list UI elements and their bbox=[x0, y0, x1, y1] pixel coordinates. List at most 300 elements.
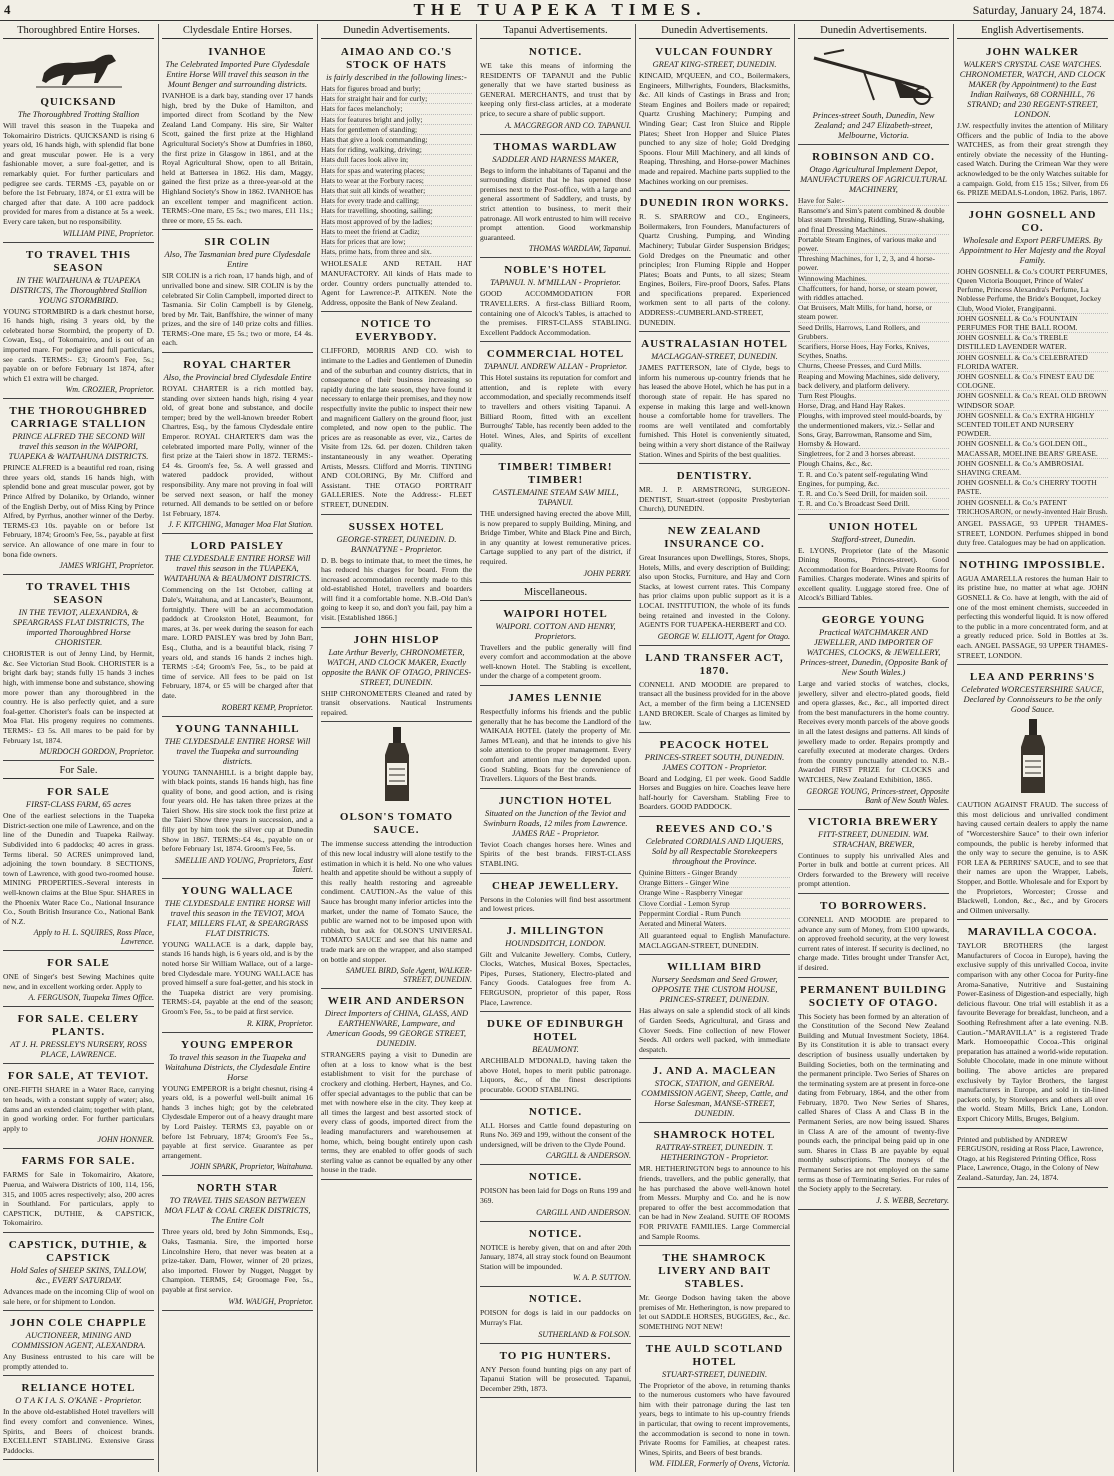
ad-body: WHOLESALE AND RETAIL HAT MANUFACTORY. All kinds of Hats made to order. Country orders punctually attended to. Agent for Lawrence:-P. AITKEN. Note the Address, opposite the Bank of New Zealand. bbox=[321, 259, 472, 307]
advertisement bbox=[3, 1314, 154, 1376]
advertisement bbox=[3, 1236, 154, 1311]
list-item: JOHN GOSNELL & Co.'s GOLDEN OIL, MACASSAR, MOELINE BEARS' GREASE. bbox=[957, 439, 1108, 458]
ad-title: FOR SALE bbox=[47, 957, 110, 970]
ad-subtitle: IN THE TEVIOT, ALEXANDRA, & SPEARGRASS FLAT DISTRICTS, The imported Thoroughbred Horse CHORISTER. bbox=[12, 607, 145, 648]
advertisement bbox=[321, 315, 472, 514]
ad-title: NOTICE. bbox=[528, 1293, 583, 1306]
ad-signature: Wm. CROZIER, Proprietor. bbox=[65, 385, 154, 395]
section-heading: Thoroughbred Entire Horses. bbox=[3, 24, 154, 39]
ad-subtitle: HOUNDSDITCH, LONDON. bbox=[505, 937, 606, 948]
ad-subtitle: FIRST-CLASS FARM, 65 acres bbox=[25, 799, 132, 810]
ad-signature: SMELLIE AND YOUNG, Proprietors, East Taieri. bbox=[174, 855, 313, 874]
ad-list bbox=[639, 868, 790, 929]
list-item: Scarifiers, Horse Hoes, Hay Forks, Knives, Scythes, Snaths. bbox=[798, 342, 949, 361]
ad-title: GEORGE YOUNG bbox=[821, 614, 926, 627]
ad-body: Continues to supply his unrivalled Ales and Porter in bulk and bottle at current prices. All Orders forwarded to the Brewery will receive prompt attention. bbox=[798, 850, 949, 889]
ad-signature: J. S. WEBB, Secretary. bbox=[876, 1195, 949, 1205]
ad-signature: WM. FIDLER, Formerly of Ovens, Victoria. bbox=[649, 1459, 790, 1469]
ad-title: J. MILLINGTON bbox=[506, 924, 605, 937]
ad-title: LAND TRANSFER ACT, 1870. bbox=[645, 651, 784, 677]
advertisement bbox=[162, 537, 313, 716]
ad-title: FOR SALE, AT TEVIOT. bbox=[7, 1070, 150, 1083]
ad-body: TAYLOR BROTHERS (the largest Manufacturers of Cocoa in Europe), having the exclusive supply of this unrivalled Cocoa, invite comparison with any other Cocoa for Purity-fine Aroma-Sanative, Nutritive and Sustaining Power-Easiness of Digestion-and especially, high delicious flavour. One trial will establish it as a favourite Beverage for breakfast, luncheon, and a Soothing Refreshment after a late evening. N.B. Caution.-"MARAVILLA" is a registered Trade Mark. Homoeopathic Cocoa.-This original preparation has attained a world-wide reputation. Soluble Chocolate, made in one minute without boiling. The above articles are prepared exclusively by Taylor Brothers, the largest manufacturers in Europe, and sold in tin-lined packets only, by Storekeepers and others all over the world. Steam Mills, Brick Lane, London. Export Chicory Mills, Bruges, Belgium. bbox=[957, 941, 1108, 1123]
ad-title: SIR COLIN bbox=[204, 236, 271, 249]
advertisement bbox=[480, 458, 631, 583]
ad-body: YOUNG WALLACE is a dark, dapple bay, stands 16 hands high, is 6 years old, and is by the noted horse Sir William Wallace, out of a large-bred Clydesdale mare. YOUNG WALLACE has proved himself a sure foal-getter, and his stock in the Tuapeka district are very promising. TERMS:-£4, payable at the end of the season; Groom's Fee, 5s., to be paid at first service. bbox=[162, 939, 313, 1016]
ad-signature: R. KIRK, Proprietor. bbox=[246, 1018, 313, 1028]
advertisement bbox=[639, 1249, 790, 1336]
advertisement bbox=[480, 1015, 631, 1099]
ad-body: MR. J. P. ARMSTRONG, SURGEON-DENTIST, Stuart-street (opposite Presbyterian Church), DUNEDIN. bbox=[639, 485, 790, 514]
ad-signature: GEORGE YOUNG, Princes-street, Opposite Bank of New South Wales. bbox=[806, 786, 949, 805]
ad-body: CLIFFORD, MORRIS AND CO. wish to intimate to the Ladies and Gentlemen of Dunedin and of the suburban and country districts, that in consequence of their business increasing so rapidly during the late season, they have found it necessary to enlarge their premises, and they now respectfully invite the public to inspect their new and magnificent Gallery on the ground floor, just completed, and now open to the public. The prices are as reasonable as ever, viz., Cartes de Visite from 12s. 6d. per dozen. Children taken instantaneously in any weather. Operating Artists, Messrs. Clifford and Morris. TINTING AND COLORING, By Mr. Clifford and Assistant. THE OTAGO PORTRAIT GALLERIES. Note the Address:- FLEET STREET, DUNEDIN. bbox=[321, 346, 472, 509]
list-item: T. R. and Co.'s Broadcast Seed Drill. bbox=[798, 499, 949, 509]
list-item: Hats for riding, walking, driving; bbox=[321, 145, 472, 155]
ad-title: QUICKSAND bbox=[40, 96, 117, 108]
list-item: JOHN GOSNELL & Co.'s CHERRY TOOTH PASTE. bbox=[957, 478, 1108, 497]
ad-subtitle: MACLAGGAN-STREET, DUNEDIN. bbox=[651, 351, 778, 362]
advertisement bbox=[639, 1126, 790, 1246]
advertisement bbox=[480, 1347, 631, 1399]
ad-body: Advances made on the incoming Clip of wool on sale here, or for shipment to London. bbox=[3, 1287, 154, 1306]
ad-signature: A. FERGUSON, Tuapeka Times Office. bbox=[28, 993, 154, 1003]
ad-body: STRANGERS paying a visit to Dunedin are often at a loss to know what is the best establishment to visit for the purchase of crockery and clothing. Herbert, Haynes, and Co. offer special advantages to the public that can be met with nowhere else in the city. They keep at all times the largest and best assorted stock of every class of goods, imported direct from the leading manufacturers and warehousemen at home, which, being bought entirely upon cash terms, they are enabled to offer goods of such sterling value as cannot be equalled by any other house in the trade. bbox=[321, 1050, 472, 1175]
list-item: Portable Steam Engines, of various make and power. bbox=[798, 235, 949, 254]
ad-body: ONE-FIFTH SHARE in a Water Race, carrying ten heads, with a constant supply of water; also, dams and an extended claim; together with plant, in good working order. For further particulars apply to bbox=[3, 1085, 154, 1133]
section-heading: Dunedin Advertisements. bbox=[321, 24, 472, 39]
advertisement bbox=[639, 335, 790, 464]
list-item: Reaping and Mowing Machines, side delivery, back delivery, and platform delivery. bbox=[798, 372, 949, 391]
advertisement bbox=[639, 1062, 790, 1123]
ad-subtitle: Celebrated CORDIALS AND LIQUERS, Sold by all Respectable Storekeepers throughout the Province. bbox=[645, 836, 784, 867]
advertisement bbox=[639, 43, 790, 191]
ad-title: NOTICE. bbox=[528, 46, 583, 58]
ad-title: CHEAP JEWELLERY. bbox=[491, 879, 620, 892]
list-item: JOHN GOSNELL & Co.'s PATENT TRICHOSARON, or newly-invented Hair Brush. bbox=[957, 497, 1108, 516]
newspaper-title: THE TUAPEKA TIMES. bbox=[413, 0, 707, 19]
ad-subtitle: FITT-STREET, DUNEDIN. WM. STRACHAN, BREWER, bbox=[818, 828, 929, 849]
ad-subtitle: Wholesale and Export PERFUMERS. By Appointment to Her Majesty and the Royal Family. bbox=[959, 234, 1106, 265]
ad-signature: JOHN SPARK, Proprietor, Waitahuna. bbox=[190, 1162, 313, 1172]
list-item: Hats for gentlemen of standing; bbox=[321, 125, 472, 135]
ad-title: NOTICE. bbox=[528, 1171, 583, 1184]
ad-subtitle: TAPANUI. N. M'MILLAN - Proprietor. bbox=[490, 277, 621, 288]
advertisement bbox=[480, 689, 631, 789]
advertisement bbox=[3, 1379, 154, 1460]
list-item: JOHN GOSNELL & Co.'s EXTRA HIGHLY SCENTED TOILET AND NURSERY POWDER. bbox=[957, 411, 1108, 440]
column-6 bbox=[798, 24, 949, 1472]
ad-title: SUSSEX HOTEL bbox=[348, 520, 445, 533]
list-item: Chaffcutters, for hand, horse, or steam power, with riddles attached. bbox=[798, 284, 949, 303]
ad-list bbox=[321, 84, 472, 257]
trotting-horse-icon bbox=[34, 43, 124, 91]
column-rule bbox=[317, 24, 318, 1472]
ad-title: FARMS FOR SALE. bbox=[21, 1155, 136, 1168]
ad-subtitle: Hold Sales of SHEEP SKINS, TALLOW, &c., EVERY SATURDAY. bbox=[10, 1265, 147, 1285]
list-item: Aerated and Mineral Waters. bbox=[639, 919, 790, 929]
list-item: Ransome's and Sim's patent combined & double blast steam Threshing, Riddling, Straw-shaking, and final Dressing Machines. bbox=[798, 206, 949, 235]
advertisement bbox=[162, 882, 313, 1033]
list-item: Have for Sale:- bbox=[798, 196, 949, 206]
ad-signature: WILLIAM PINE, Proprietor. bbox=[62, 228, 154, 238]
ad-signature: THOMAS WARDLAW, Tapanui. bbox=[528, 244, 631, 254]
ad-body: IVANHOE is a dark bay, standing over 17 hands high, bred by the Duke of Hamilton, and imported direct from Scotland by the New Zealand Land Company. His sire, Sir Walter Scott, gained the first prize at the Highland Agricultural Society's Show at Dumfries in 1860, the first prize in Glasgow in 1861, and at the Royal Agricultural Show, open to all Britain, held at Battersea in 1862. His dam, Maggy, gained the first prize as a three-year-old at the Highland Society's Show in 1862. IVANHOE has an excellent temper and magnificent action. TERMS:-One mare, £5 5s.; two mares, £11 11s.; three or more, £5 5s. each. bbox=[162, 91, 313, 225]
list-item: Hats, prime hats, from three and six. bbox=[321, 247, 472, 257]
column-1 bbox=[3, 24, 154, 1472]
ad-signature: J. F. KITCHING, Manager Moa Flat Station. bbox=[168, 520, 313, 530]
ad-body: Persons in the Colonies will find best assortment and lowest prices. bbox=[480, 894, 631, 914]
ad-body: ANGEL PASSAGE, 93 UPPER THAMES-STREET, LONDON. Perfumes shipped in bond duty free. Catalogues may be had on application. bbox=[957, 519, 1108, 548]
list-item: Turn Rest Ploughs. bbox=[798, 391, 949, 401]
ad-title: THE SHAMROCK LIVERY AND BAIT STABLES. bbox=[658, 1252, 771, 1291]
ad-title: UNION HOTEL bbox=[828, 520, 919, 533]
ad-body: JAMES PATTERSON, late of Clyde, begs to inform his numerous up-country friends that he has leased the above Hotel, which he has put in a thorough state of repair. He has spared no expense in making this large and well-known house a comfortable home for travellers. The rooms are well ventilated and comfortably furnished. This Hotel is conveniently situated, being within a very short distance of the Railway Station. Wines and Spirits of the best qualities. bbox=[639, 363, 790, 459]
ad-body: POISON for dogs is laid in our paddocks on Murray's Flat. bbox=[480, 1308, 631, 1327]
ad-title: WEIR AND ANDERSON bbox=[327, 995, 466, 1008]
ad-title: TO PIG HUNTERS. bbox=[499, 1349, 612, 1362]
ad-title: DENTISTRY. bbox=[676, 470, 753, 483]
advertisement bbox=[957, 668, 1108, 920]
section-heading: Dunedin Advertisements. bbox=[798, 24, 949, 39]
ad-body: Will travel this season in the Tuapeka and Tokomairiro Districts. QUICKSAND is rising 6 years old, 16 hands high, with splendid flat bone and great muscular power. He is a very fashionable mover, a sure foal-getter, and is remarkably quiet. For further particulars and pedigree see cards. TERMS -£3, payable on or before the 1st February, 1874, or £1 extra will be charged after that date. A 100 acre paddock provided for mares from a distance at 5s a week. Every care taken, but no responsibility. bbox=[3, 121, 154, 226]
advertisement bbox=[480, 345, 631, 455]
advertisement bbox=[162, 720, 313, 879]
advertisement bbox=[3, 246, 154, 400]
section-heading: Tapanui Advertisements. bbox=[480, 24, 631, 39]
advertisement bbox=[957, 923, 1108, 1128]
list-item: JOHN GOSNELL & Co.'s FINEST EAU DE COLOGNE. bbox=[957, 372, 1108, 391]
ad-body: YOUNG TANNAHILL is a bright dapple bay, with black points, stands 16 hands high, has fine quality of bone, and good action, and is rising four years old. He has taken three prizes at the Taieri Show. His sire stock took the first prize at the Taieri Show three years in succession, and a filly got by him took the silver cup at Dunedin Show in 1867. TERMS:-£4 4s., payable on or before February 1st, 1874. Groom's Fee, 5s. bbox=[162, 767, 313, 854]
ad-subtitle: THE CLYDESDALE ENTIRE HORSE Will travel this season in the TEVIOT, MOA FLAT, MILLERS FLAT, & SPEARGRASS FLAT DISTRICTS. bbox=[164, 897, 311, 938]
list-item: Hats for faces melancholy; bbox=[321, 104, 472, 114]
ad-body: The immense success attending the introduction of this new local industry will alone testify to the estimation in which it is held. No one who values health and appetite should be without a supply of this really health restoring and agreeable condiment. CAUTION.-As the value of this Sauce has brought many inferior articles into the market, under the name of Tomato Sauce, the public are warned not to be imposed upon with rubbish, but ask for OLSON'S UNIVERSAL TOMATO SAUCE and see that his name and trade mark are on the wrapper, and also stamped on bottle and stopper. bbox=[321, 839, 472, 964]
ad-subtitle: Celebrated WORCESTERSHIRE SAUCE, Declared by Connoisseurs to be the only Good Sauce. bbox=[961, 684, 1104, 715]
list-item: Horse, Drag, and Hand Hay Rakes. bbox=[798, 401, 949, 411]
list-item: Hats for every trade and calling; bbox=[321, 196, 472, 206]
list-item: JOHN GOSNELL & Co.'s TREBLE DISTILLED LAVENDER WATER. bbox=[957, 333, 1108, 352]
advertisement bbox=[798, 148, 949, 515]
advertisement bbox=[321, 518, 472, 628]
ad-title: YOUNG EMPEROR bbox=[181, 1038, 294, 1051]
ad-subtitle: SADDLER AND HARNESS MAKER, bbox=[492, 153, 619, 164]
ad-title: DUKE OF EDINBURGH HOTEL bbox=[487, 1018, 624, 1044]
list-item: JOHN GOSNELL & Co.'s AMBROSIAL SHAVING CREAM. bbox=[957, 459, 1108, 478]
ad-title: VULCAN FOUNDRY bbox=[655, 46, 774, 58]
ad-title: FOR SALE. CELERY PLANTS. bbox=[17, 1013, 140, 1039]
ad-signature: Apply to H. L. SQUIRES, Ross Place, Lawrence. bbox=[33, 928, 154, 947]
list-item: Orange Bitters - Ginger Wine bbox=[639, 878, 790, 888]
ad-title: DUNEDIN IRON WORKS. bbox=[639, 197, 790, 210]
ad-body: One of the earliest selections in the Tuapeka District-section one mile of Lawrence, and on the line of the Dunedin and Tuapeka Railway. Subdivided into 6 paddocks; 40 acres in grass. Terms liberal. 50 ACRES unimproved land, adjoining the town boundary. 8 SECTIONS, town of Lawrence, with good two-roomed house. MINING PROPERTIES.-Several interests in well-known claims at the Blue Spur. SHARES in the Phoenix Water Race Co., National Insurance Co., South British Insurance Co., National Bank of N.Z. bbox=[3, 811, 154, 926]
column-rule bbox=[635, 24, 636, 1472]
ad-body: YOUNG EMPEROR is a bright chesnut, rising 4 years old, is a powerful well-built animal 16 hands 3 inches high; got by the celebrated Clydesdale Emperor out of a heavy draught mare by Lord Paisley. TERMS £3, payable on or before 1st February, 1874; Groom's Fee 5s., payable at first service. Guarantee as per arrangement. bbox=[162, 1083, 313, 1160]
ad-title: ROBINSON AND CO. bbox=[812, 151, 935, 163]
list-item: Orange Wine - Raspberry Vinegar bbox=[639, 888, 790, 898]
advertisement bbox=[798, 813, 949, 894]
ad-title: PERMANENT BUILDING SOCIETY OF OTAGO. bbox=[799, 983, 948, 1009]
column-4 bbox=[480, 24, 631, 1472]
ad-body: CONNELL AND MOODIE are prepared to advance any sum of Money, from £100 upwards, on approved freehold security, at the very lowest current rates of interest. If security is declined, no charge made. Titles brought under Transfer Act, if desired. bbox=[798, 914, 949, 972]
list-item: Peppermint Cordial - Rum Punch bbox=[639, 909, 790, 919]
ad-signature: W. A. P. SUTTON. bbox=[572, 1273, 631, 1283]
ad-title: REEVES AND CO.'S bbox=[655, 823, 774, 836]
ad-title: LORD PAISLEY bbox=[190, 540, 285, 553]
ad-body: Gilt and Vulcanite Jewellery. Combs, Cutlery, Clocks, Watches, Musical Boxes, Spectacles, Pipes, Purses, Stationery, Electro-plated and Fancy Goods. Catalogues free from A. FERGUSON, proprietor of this paper, Ross Place, Lawrence. bbox=[480, 949, 631, 1007]
section-heading: Clydesdale Entire Horses. bbox=[162, 24, 313, 39]
ad-subtitle: PRINCE ALFRED THE SECOND Will travel this season in the WAIPORI, TUAPEKA & WAITAHUNA DISTRICTS. bbox=[8, 431, 149, 462]
ad-title: JUNCTION HOTEL bbox=[498, 794, 613, 807]
ad-title: AUSTRALASIAN HOTEL bbox=[641, 338, 788, 351]
ad-title: LEA AND PERRINS'S bbox=[969, 671, 1096, 684]
advertisement bbox=[480, 43, 631, 135]
ad-title: YOUNG TANNAHILL bbox=[175, 722, 300, 735]
ad-body: AGUA AMARELLA restores the human Hair to its pristine hue, no matter at what age. JOHN GOSNELL & Co. have at length, with the aid of one of the most eminent chemists, succeeded in perfecting this wonderful liquid. It is now offered to the public in a more concentrated form, and at a greatly reduced price. Sold in Bottles at 3s. each. ANGEL PASSAGE, 93 UPPER THAMES-STREET, LONDON. bbox=[957, 573, 1108, 660]
ad-title: WAIPORI HOTEL bbox=[503, 607, 608, 620]
ad-title: NOTICE. bbox=[528, 1227, 583, 1240]
advertisement bbox=[957, 556, 1108, 665]
ad-title: IVANHOE bbox=[208, 46, 267, 58]
advertisement bbox=[321, 43, 472, 312]
ad-body: Mr. George Dodson having taken the above premises of Mr. Hetherington, is now prepared to let out SADDLE HORSES, BUGGIES, &c., &c. SOMETHING NOT NEW! bbox=[639, 1293, 790, 1331]
ad-signature: JOHN HONNER. bbox=[97, 1135, 154, 1145]
ad-subtitle: Direct Importers of CHINA, GLASS, AND EARTHENWARE, Lampware, and American Goods, 99 GEORGE STREET, DUNEDIN. bbox=[324, 1008, 469, 1049]
ad-signature: JAMES WRIGHT, Proprietor. bbox=[59, 561, 154, 571]
ad-title: NOBLE'S HOTEL bbox=[504, 264, 607, 277]
advertisement bbox=[3, 93, 154, 243]
ad-title: YOUNG WALLACE bbox=[181, 884, 294, 897]
ad-subtitle: Late Arthur Beverly, CHRONOMETER, WATCH, AND CLOCK MAKER, Exactly opposite the BANK OF OTAGO, PRINCES-STREET, DUNEDIN. bbox=[321, 646, 472, 687]
advertisement bbox=[639, 958, 790, 1059]
tomato-sauce-bottle-icon bbox=[377, 725, 417, 805]
section-heading: English Advertisements. bbox=[957, 24, 1108, 39]
ad-subtitle: The Celebrated Imported Pure Clydesdale Entire Horse Will travel this season in the Mount Benger and surrounding districts. bbox=[165, 59, 310, 89]
advertisement bbox=[162, 1179, 313, 1310]
list-item: Hats for travelling, shooting, sailing; bbox=[321, 206, 472, 216]
ad-subtitle: TO TRAVEL THIS SEASON BETWEEN MOA FLAT & COAL CREEK DISTRICTS, The Entire Colt bbox=[164, 1195, 311, 1226]
ad-body: CONNELL AND MOODIE are prepared to transact all the business provided for in the above Act, a member of the firm being a LICENSED LAND BROKER. Scale of Charges as limited by law. bbox=[639, 679, 790, 728]
ad-signature: MURDOCH GORDON, Proprietor. bbox=[39, 747, 154, 757]
list-item: JOHN GOSNELL & Co.'s REAL OLD BROWN WINDSOR SOAP. bbox=[957, 391, 1107, 410]
plough-icon bbox=[804, 48, 944, 108]
ad-subtitle: WALKER'S CRYSTAL CASE WATCHES. CHRONOMETER, WATCH, AND CLOCK MAKER (by Appointment) to the East Indian Railways, 68 CORNHILL, 76 STRAND; and 230 REGENT-STREET, LONDON. bbox=[959, 59, 1106, 119]
ad-subtitle: The Thoroughbred Trotting Stallion bbox=[17, 109, 140, 119]
ad-body: ROYAL CHARTER is a rich mottled bay, standing over sixteen hands high, rising 4 year old, of great bone and substance, and docile temper; bred by the well-known breeder Robert Chartres, Esq., by the famous Clydesdale entire Emperor. ROYAL CHARTER'S dam was the celebrated imported mare Polly, winner of the first prize at the Taieri show in 1872. TERMS:-£4 4s. Groom's fee, 5s. A well grassed and watered paddock provided, without responsibility. Any mare not proving in foal will be served next season, or half the money returned. All demands to be settled on or before 1st February, 1874. bbox=[162, 384, 313, 518]
column-rule bbox=[158, 24, 159, 1472]
ad-signature: A. MACGREGOR AND CO. TAPANUI. bbox=[505, 120, 631, 130]
advertisement bbox=[3, 783, 154, 951]
ad-subtitle: IN THE WAITAHUNA & TUAPEKA DISTRICTS, The Thoroughbred Stallion YOUNG STORMBIRD. bbox=[10, 274, 147, 305]
advertisement bbox=[162, 356, 313, 534]
advertisement bbox=[639, 736, 790, 817]
advertisement bbox=[321, 808, 472, 989]
ad-body: E. LYONS, Proprietor (late of the Masonic Dining Rooms, Princes-street). Good Accommodation for Boarders. Private Rooms for Families. Charges moderate. Wines and spirits of excellent quality. Luggage stored free. One of Alcock's Billiard Tables. bbox=[798, 545, 949, 603]
list-item: Clove Cordial - Lemon Syrup bbox=[639, 899, 790, 909]
ad-subtitle: Also, The Tasmanian bred pure Clydesdale Entire bbox=[164, 249, 311, 270]
ad-body: Three years old, bred by John Simmonds, Esq., Oaks, Tasmania. Sire, the imported horse Lincolnshire Hero, that never was beaten at a prize-taker. Dam, Flower, winner of 20 prizes, also imported. Flower by Nugget, Nugget by Champion. TERMS, £4; Groomage Fee, 5s., payable at first service. bbox=[162, 1227, 313, 1294]
ad-body: Has always on sale a splendid stock of all kinds of Garden Seeds, Agricultural, and Grass and Clover Seeds. Fine collection of new Flower Seeds. All orders well packed, with immediate despatch. bbox=[639, 1006, 790, 1054]
ad-title: J. AND A. MACLEAN bbox=[652, 1065, 777, 1078]
ad-subtitle: Situated on the Junction of the Teviot and Swinburn Roads, 12 miles from Lawrence. JAMES RAE - Proprietor. bbox=[483, 807, 628, 838]
ad-title: JAMES LENNIE bbox=[508, 691, 603, 704]
list-item: JOHN GOSNELL & Co.'s COURT PERFUMES, Queen Victoria Bouquet, Prince of Wales' Perfume, Princess Alexandra's Perfume, La Noblesse Perfume, the Bride's Bouquet, Jockey Club, Wood Violet, Frangipanni. bbox=[957, 266, 1108, 313]
ad-subtitle: THE CLYDESDALE ENTIRE HORSE Will travel the Tuapeka and surrounding districts. bbox=[164, 735, 311, 766]
ad-signature: ROBERT KEMP, Proprietor. bbox=[221, 702, 313, 712]
ad-body: Commencing on the 1st October, calling at Dale's, Waitahuna, and at Lancaster's, Beaumont, fortnightly. There will be an accommodation paddock at Crookston Hotel, Beaumont, for mares, at 3s. per week during the season for each mare. LORD PAISLEY was bred by John Barr, Esq., Clutha, and is a beautiful black, rising 7 years old, and stands 16 hands 2 inches high. TERMS :-£4; Groom's Fee, 5s., to be paid at time of service. All fees to be paid on 1st February, 1874, or £5 will be charged after that date. bbox=[162, 585, 313, 700]
list-item: Threshing Machines, for 1, 2, 3, and 4 horse-power. bbox=[798, 254, 949, 273]
list-item: Hats that give a look commanding; bbox=[321, 135, 472, 145]
list-item: Seed Drills, Harrows, Land Rollers, and Grubbers. bbox=[798, 323, 949, 342]
list-item: Hats most approved of by the ladies; bbox=[321, 217, 472, 227]
ad-body: YOUNG STORMBIRD is a dark chestnut horse, 16 hands high, rising 3 years old, by the celebrated horse Stormbird, the property of D. Cowan, Esq., of Tokomairiro, and is out of an imported mare. For pedigree and full particulars, see cards. TERMS:- £3; Groom's Fee, 5s.; payable on or before February 1st 1874, after which £1 extra will be charged. bbox=[3, 306, 154, 383]
ad-subtitle: O T A K I A. S. O'KANE - Proprietor. bbox=[15, 1395, 142, 1406]
ad-body: ANY Person found hunting pigs on any part of Tapanui Station will be prosecuted. Tapanui, December 29th, 1873. bbox=[480, 1364, 631, 1393]
list-item: JOHN GOSNELL & Co.'s FOUNTAIN PERFUMES FOR THE BALL ROOM. bbox=[957, 314, 1108, 333]
ad-subtitle: Nursery Seedsman and Seed Grower, OPPOSITE THE CUSTOM HOUSE, PRINCES-STREET, DUNEDIN. bbox=[651, 974, 778, 1005]
ad-body: GOOD ACCOMMODATION FOR TRAVELLERS. A first-class Billiard Room, containing one of Alcock's Tables, is attached to the premises. FIRST-CLASS STABLING. Excellent Paddock Accommodation. bbox=[480, 289, 631, 337]
advertisement bbox=[639, 467, 790, 519]
advertisement bbox=[480, 138, 631, 259]
ad-title: OLSON'S TOMATO SAUCE. bbox=[339, 811, 454, 837]
list-item: Hats for straight hair and for curly; bbox=[321, 94, 472, 104]
advertisement bbox=[3, 1010, 154, 1064]
ad-title: ROYAL CHARTER bbox=[183, 359, 292, 372]
masthead bbox=[0, 0, 1114, 21]
ad-body: ALL Horses and Cattle found depasturing on Runs No. 369 and 199, without the consent of the undersigned, will be driven to the Clyde Pound. bbox=[480, 1120, 631, 1149]
issue-date: Saturday, January 24, 1874. bbox=[972, 3, 1106, 17]
ad-subtitle: PRINCES-STREET SOUTH, DUNEDIN. JAMES COTTON - Proprietor. bbox=[644, 751, 785, 772]
advertisement bbox=[162, 43, 313, 230]
list-item: Hats that suit all kinds of weather; bbox=[321, 186, 472, 196]
ad-subtitle: STUART-STREET, DUNEDIN. bbox=[661, 1368, 768, 1379]
advertisement bbox=[480, 1168, 631, 1221]
advertisement bbox=[480, 1103, 631, 1166]
list-item: Plough Chains, &c., &c. bbox=[798, 459, 949, 469]
ad-title: JOHN COLE CHAPPLE bbox=[10, 1317, 147, 1330]
advertisement bbox=[639, 820, 790, 955]
ad-body: Large and varied stocks of watches, clocks, jewellery, silver and electro-plated goods, field and opera glasses, &c., &c., all imported direct from the best manufacturers in the home country. Receives every month parcels of the above goods in all the latest designs and patterns. All kinds of jewellery made to order. Repairs promptly and carefully executed at moderate charges. Orders from the country punctually attended to. N.B.-Awarded FIRST PRIZE for CLOCKS and WATCHES, New Zealand Exhibition, 1865. bbox=[798, 679, 949, 784]
ad-subtitle: STOCK, STATION, and GENERAL COMMISSION AGENT, Sheep, Cattle, and Horse Salesman, MANSE-STREET, DUNEDIN. bbox=[641, 1078, 788, 1119]
ad-subtitle: AUCTIONEER, MINING AND COMMISSION AGENT, ALEXANDRA. bbox=[11, 1330, 146, 1351]
column-7 bbox=[957, 24, 1108, 1472]
ad-subtitle: THE CLYDESDALE ENTIRE HORSE Will travel this season in the TUAPEKA, WAITAHUNA & BEAUMONT DISTRICTS. bbox=[163, 553, 312, 584]
ad-title: THOMAS WARDLAW bbox=[493, 140, 618, 153]
ad-body: Great Insurances upon Dwellings, Stores, Shops, Hotels, Mills, and every description of Building; also upon Stocks, Furniture, and Hay and Corn Stacks, at lowest current rates. This Company has prior claims upon public support as it is a LOCAL INSTITUTION, the whole of its funds being retained and invested in the Colony. AGENTS FOR TUAPEKA-HERBERT and CO. bbox=[639, 552, 790, 630]
ad-body: PRINCE ALFRED is a beautiful red roan, rising three years old, stands 16 hands high, with splendid bone and great muscular power, got by Prince Alfred by Dolaniko, by Orlando, winner of the English Derby, out of Miss King by Prince Alfred, by Pyrrhus, another winner of the Derby. TERMS-£3 10s. payable on or before 1st February, 1874; Groom's Fee, 5s., payable at first service. An allowance of one mare in four to bona fide owners. bbox=[3, 463, 154, 559]
list-item: Singletrees, for 2 and 3 horses abreast. bbox=[798, 449, 949, 459]
ad-title: THE AULD SCOTLAND HOTEL bbox=[645, 1342, 784, 1368]
ad-subtitle: Princes-street South, Dunedin, New Zealand; and 247 Elizabeth-street, Melbourne, Victoria. bbox=[812, 110, 935, 140]
list-item: Hats for figures broad and burly; bbox=[321, 84, 472, 94]
column-2 bbox=[162, 24, 313, 1472]
list-item: T. R. and Co.'s Seed Drill, for maiden soil. bbox=[798, 489, 949, 499]
ad-title: JOHN GOSNELL AND CO. bbox=[968, 208, 1097, 234]
advertisement bbox=[480, 792, 631, 874]
ad-subtitle: Stafford-street, Dunedin. bbox=[831, 533, 916, 544]
ad-body: Travellers and the public generally will find every comfort and accommodation at the above well-known Hotel. The Stabling is excellent, under the charge of a competent groom. bbox=[480, 642, 631, 681]
section-heading: For Sale. bbox=[3, 764, 154, 779]
list-item: Hats to meet the friend at Cadiz; bbox=[321, 227, 472, 237]
ad-title: CAPSTICK, DUTHIE, & CAPSTICK bbox=[8, 1239, 149, 1264]
list-item: Oat Bruisers, Malt Mills, for hand, horse, or steam power. bbox=[798, 303, 949, 322]
ad-subtitle: is fairly described in the following lines:- bbox=[326, 72, 467, 82]
ad-title: NEW ZEALAND INSURANCE CO. bbox=[664, 524, 765, 550]
advertisement bbox=[480, 922, 631, 1013]
ad-title: VICTORIA BREWERY bbox=[808, 815, 939, 828]
advertisement bbox=[798, 897, 949, 978]
ad-title: TO BORROWERS. bbox=[820, 899, 927, 912]
ad-body: SIR COLIN is a rich roan, 17 hands high, and of unrivalled bone and sinew. SIR COLIN is by the celebrated Sir Colin Campbell, imported direct to Tasmania. Sir Colin Campbell is by Glenelg, bred by Mr. Tait, Banffshire, the winner of many prizes, and the sire of 140 prize colts and fillies. TERMS:-One mare, £5 5s.; two or more, £4 4s. each. bbox=[162, 271, 313, 348]
advertisement bbox=[639, 522, 790, 646]
ad-body: J.W. respectfully invites the attention of Military Officers and the public of India to the above WATCHES, as from their great strength they entirely obviate the necessity of the Hunting-cased Watch. During the Crimean War they were acknowledged to be the only Watches suitable for a campaign. Gold, from £15 15s.; Silver, from £6 6s. PRIZE MEDALS-London, 1862. Paris, 1867. bbox=[957, 121, 1108, 198]
ad-body: Board and Lodging, £1 per week. Good Saddle Horses and Buggies on hire. Coaches leave here half-hourly for Caversham. Stabling Free to Boarders. GOOD PADDOCK. bbox=[639, 773, 790, 812]
list-item: Hats to wear at the Forbury races; bbox=[321, 176, 472, 186]
ad-body: NOTICE is hereby given, that on and after 20th January, 1874, all stray stock found on Beaumont Station will be impounded. bbox=[480, 1242, 631, 1271]
ad-title: FOR SALE bbox=[47, 786, 110, 799]
list-item: Hats for spas and watering places; bbox=[321, 166, 472, 176]
ad-title: MARAVILLA COCOA. bbox=[967, 926, 1098, 939]
ad-subtitle: Otago Agricultural Implement Depot, MANUFACTURERS OF AGRICULTURAL MACHINERY, bbox=[800, 164, 947, 194]
ad-title: PEACOCK HOTEL bbox=[659, 738, 770, 751]
ad-body: ONE of Singer's best Sewing Machines quite new, and in excellent working order. Apply to bbox=[3, 972, 154, 991]
ad-subtitle: Also, the Provincial bred Clydesdale Entire bbox=[163, 372, 312, 383]
ad-title: WILLIAM BIRD bbox=[667, 961, 762, 974]
ad-title: COMMERCIAL HOTEL bbox=[486, 348, 625, 361]
advertisement bbox=[3, 954, 154, 1007]
advertisement bbox=[162, 233, 313, 353]
ad-signature: JOHN PERRY. bbox=[583, 568, 631, 578]
ad-body: Teviot Coach changes horses here. Wines and Spirits of the best brands. FIRST-CLASS STABLING. bbox=[480, 839, 631, 868]
ad-title: RELIANCE HOTEL bbox=[21, 1382, 136, 1395]
list-item: Hats dull faces look alive in; bbox=[321, 155, 472, 165]
ad-signature: SAMUEL BIRD, Sole Agent, WALKER-STREET, DUNEDIN. bbox=[345, 966, 472, 985]
ad-body: CAUTION AGAINST FRAUD. The success of this most delicious and unrivalled condiment having caused certain dealers to apply the name of "Worcestershire Sauce" to their own inferior compounds, the public is hereby informed that the only way to secure the genuine, is to ASK FOR LEA & PERRINS' SAUCE, and to see that their names are upon the Wrapper, Labels, Stopper, and Bottle. Wholesale and for Export by the Proprietors, Worcester; Crosse and Blackwell, London, &c., &c., and by Grocers and Oilmen universally. bbox=[957, 800, 1108, 915]
ad-title: NOTHING IMPOSSIBLE. bbox=[959, 558, 1106, 571]
ad-subtitle: Practical WATCHMAKER AND JEWELLER, AND IMPORTER OF WATCHES, CLOCKS, & JEWELLERY, Princes-street, Dunedin, (Opposite Bank of New South Wales.) bbox=[800, 627, 947, 678]
advertisement bbox=[639, 194, 790, 332]
ad-subtitle: AT J. H. PRESSLEY'S NURSERY, ROSS PLACE, LAWRENCE. bbox=[10, 1039, 147, 1060]
ad-body: This Hotel sustains its reputation for comfort and attention, and is replete with every accommodation, and specially recommends itself to travellers and others visiting Tapanui. A Billiard Room, fitted with an excellent Burroughs' Table, has recently been added to the Hotel. Wines, Ales, and Spirits of excellent quality. bbox=[480, 373, 631, 450]
column-5 bbox=[639, 24, 790, 1472]
advertisement bbox=[957, 206, 1108, 553]
ad-body: The Proprietor of the above, in returning thanks to the numerous customers who have favoured him with their patronage during the last ten years, begs to intimate to his up-country friends in particular, that owing to recent improvements, the accommodation is second to none in town. Private Rooms for Families, at cheapest rates. Wines, Spirits, and Beers of best brands. bbox=[639, 1380, 790, 1457]
ad-title: THE THOROUGHBRED CARRIAGE STALLION bbox=[9, 405, 148, 431]
ad-title: AIMAO AND CO.'S STOCK OF HATS bbox=[340, 46, 453, 71]
ad-body: SHIP CHRONOMETERS Cleaned and rated by transit observations. Nautical Instruments repaired. bbox=[321, 688, 472, 717]
ad-body: In the above old-established Hotel travellers will find every comfort and convenience. Wines, Spirits, and Beers of choicest brands. EXCELLENT STABLING. Extensive Grass Paddocks. bbox=[3, 1407, 154, 1455]
ad-signature: CARGILL AND ANDERSON. bbox=[536, 1207, 631, 1217]
advertisement bbox=[3, 402, 154, 575]
column-rule bbox=[476, 24, 477, 1472]
advertisement bbox=[321, 631, 472, 723]
ad-subtitle: CASTLEMAINE STEAM SAW MILL, TAPANUI. bbox=[492, 487, 619, 508]
ad-body: Respectfully informs his friends and the public generally that he has become the Landlord of the WAIKAIA HOTEL (lately the property of Mr. James M'Lean), and that he intends to give his sole attention to the proper management. Every comfort and attention may be depended upon. Good Stabling. Boats for the convenience of Travellers. Liquors of the Best brands. bbox=[480, 706, 631, 784]
advertisement bbox=[3, 578, 154, 761]
ad-subtitle: To travel this season in the Tuapeka and Waitahuna Districts, the Clydesdale Entire Horse bbox=[164, 1051, 311, 1082]
advertisement bbox=[3, 1067, 154, 1149]
ad-title: TIMBER! TIMBER! TIMBER! bbox=[498, 461, 613, 487]
ad-body: KINCAID, M'QUEEN, and CO., Boilermakers, Engineers, Millwrights, Founders, Blacksmiths, &c. All kinds of Castings in Brass and Iron; Steam Engines and Boilers made or repaired; Quartz Crushing Machinery; Pumping and Winding Gear; Cast Iron Sluice and Ripple Plates; Sheet Iron Hopper and Sluice Plates punched to any size of hole; Gold Dredging Spoons. Flour Mill Machinery, and all kinds of Reaping, Threshing, and Horse-power Machines made and repaired. Machine parts supplied to the Machines working on our premises. bbox=[639, 71, 790, 186]
list-item: Quinine Bitters - Ginger Brandy bbox=[639, 868, 790, 878]
advertisement bbox=[480, 605, 631, 686]
ad-signature: SUTHERLAND & FOLSON. bbox=[538, 1329, 631, 1339]
ad-body: POISON has been laid for Dogs on Runs 199 and 369. bbox=[480, 1186, 631, 1205]
ad-title: TO TRAVEL THIS SEASON bbox=[26, 581, 131, 607]
list-item: Hats for features bright and jolly; bbox=[321, 115, 472, 125]
ad-body: This Society has been formed by an alteration of the Constitution of the Second New Zealand Building and Mutual Investment Society, 1864. By its Constitution it is able to transact every description of business usually undertaken by Building Societies, both on the terminating and the permanent principle. Two Series of Shares on the terminating system are at present in force-one dating from February, 1864, and the other from February, 1870. Two New Series of Shares, called Shares of Class A and Class B in the Permanent Series, are now being issued. Shares in Class A are of the amount of twenty-five pounds each, the principal being paid up in one sum. Shares in Class B are payable by equal monthly subscriptions. The moneys of the Permanent Series are not employed on the same terms as those of Terminating Series. For rules of the Society apply to the Secretary. bbox=[798, 1011, 949, 1194]
column-3 bbox=[321, 24, 472, 1472]
advertisement bbox=[957, 43, 1108, 203]
ad-subtitle: GREAT KING-STREET, DUNEDIN. bbox=[652, 59, 777, 69]
